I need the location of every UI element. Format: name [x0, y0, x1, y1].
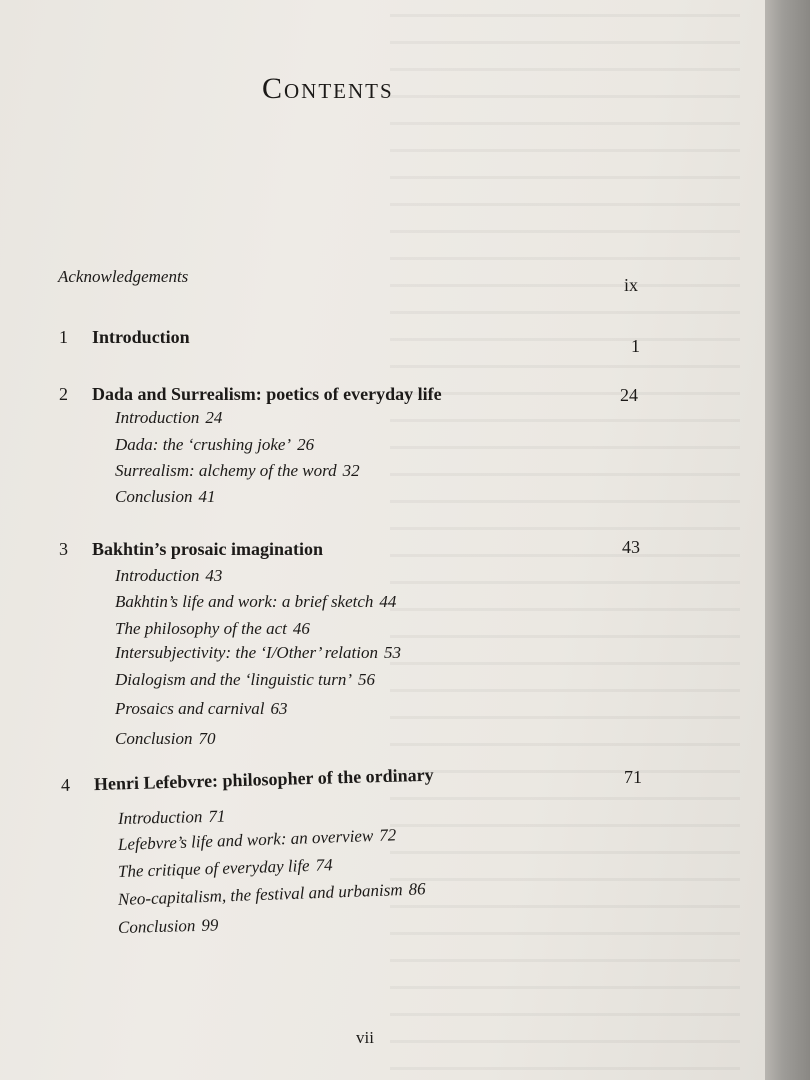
section-entry[interactable]	[115, 619, 310, 639]
section-page: 53	[383, 643, 401, 662]
section-page: 86	[408, 879, 426, 899]
chapter-entry[interactable]	[59, 384, 599, 408]
chapter-title: Henri Lefebvre: philosopher of the ordinary	[93, 764, 434, 795]
section-page: 46	[292, 619, 310, 638]
chapter-page: 71	[624, 767, 642, 787]
section-title: Dada: the ‘crushing joke’	[115, 435, 292, 454]
section-entry[interactable]	[115, 408, 222, 428]
acknowledgements-page: ix	[624, 275, 639, 295]
chapter-title: Introduction	[92, 327, 190, 347]
section-page: 99	[201, 915, 219, 935]
chapter-entry[interactable]	[59, 327, 599, 351]
page-edge-shadow	[765, 0, 810, 1080]
section-title: Introduction	[115, 566, 200, 585]
chapter-number: 3	[59, 539, 68, 559]
acknowledgements-label: Acknowledgements	[58, 267, 189, 286]
chapter-number: 2	[59, 384, 68, 404]
chapter-page: 43	[622, 537, 640, 557]
section-entry[interactable]	[115, 670, 375, 690]
section-entry[interactable]	[115, 487, 215, 507]
section-page: 41	[198, 487, 216, 506]
section-entry[interactable]	[115, 643, 401, 663]
section-title: Surrealism: alchemy of the word	[115, 461, 337, 480]
section-page: 71	[208, 806, 226, 826]
section-entry[interactable]	[118, 879, 426, 910]
section-entry[interactable]	[118, 825, 397, 855]
section-page: 74	[315, 855, 333, 875]
section-entry[interactable]	[115, 566, 222, 586]
page-title: Contents	[262, 72, 394, 105]
section-title: Introduction	[117, 807, 203, 828]
chapter-entry[interactable]	[59, 539, 599, 563]
chapter-number: 4	[60, 774, 71, 795]
section-title: Bakhtin’s life and work: a brief sketch	[115, 592, 374, 611]
section-entry[interactable]	[118, 807, 226, 829]
section-title: The critique of everyday life	[117, 855, 310, 881]
section-page: 32	[342, 461, 360, 480]
section-entry[interactable]	[115, 729, 215, 749]
acknowledgements-entry[interactable]	[58, 266, 648, 287]
section-page: 56	[358, 670, 376, 689]
section-entry[interactable]	[115, 592, 396, 612]
chapter-page: 24	[620, 385, 638, 405]
section-title: The philosophy of the act	[115, 619, 287, 638]
chapter-title: Dada and Surrealism: poetics of everyday life	[92, 384, 442, 404]
section-title: Prosaics and carnival	[115, 699, 265, 718]
section-title: Lefebvre’s life and work: an overview	[117, 826, 374, 854]
section-title: Dialogism and the ‘linguistic turn’	[115, 670, 353, 689]
section-title: Conclusion	[117, 915, 196, 937]
section-page: 24	[205, 408, 223, 427]
section-title: Conclusion	[115, 487, 193, 506]
section-page: 63	[270, 699, 288, 718]
section-title: Neo-capitalism, the festival and urbanism	[117, 880, 403, 909]
section-page: 43	[205, 566, 223, 585]
section-title: Conclusion	[115, 729, 193, 748]
section-page: 72	[378, 825, 397, 845]
section-entry[interactable]	[118, 915, 219, 938]
section-title: Introduction	[115, 408, 200, 427]
page-number-footer: vii	[356, 1028, 374, 1047]
section-page: 26	[297, 435, 315, 454]
section-page: 44	[379, 592, 397, 611]
section-title: Intersubjectivity: the ‘I/Other’ relation	[115, 643, 378, 662]
section-entry[interactable]	[115, 435, 314, 455]
chapter-title: Bakhtin’s prosaic imagination	[92, 539, 324, 559]
chapter-page: 1	[631, 336, 640, 356]
chapter-number: 1	[59, 327, 68, 347]
section-page: 70	[198, 729, 216, 748]
section-entry[interactable]	[115, 699, 288, 719]
section-entry[interactable]	[115, 461, 360, 481]
section-entry[interactable]	[118, 855, 333, 882]
